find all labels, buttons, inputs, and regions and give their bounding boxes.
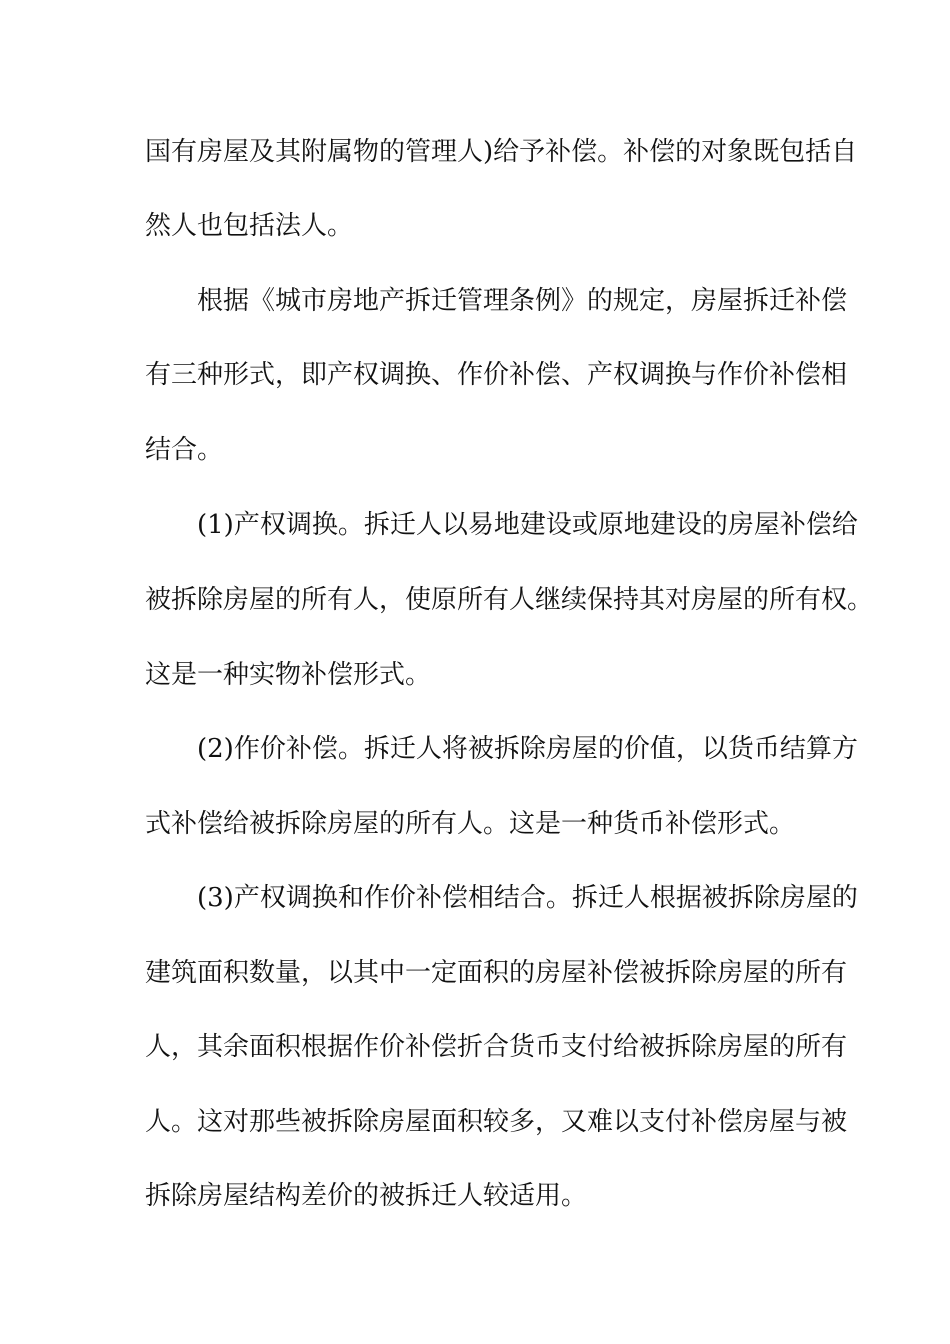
text-line: 被拆除房屋的所有人，使原所有人继续保持其对房屋的所有权。 <box>145 585 874 615</box>
text-line: 有三种形式，即产权调换、作价补偿、产权调换与作价补偿相 <box>145 360 848 390</box>
text-line: 式补偿给被拆除房屋的所有人。这是一种货币补偿形式。 <box>145 809 796 839</box>
text-line: 这是一种实物补偿形式。 <box>145 660 432 690</box>
paragraph-start-line: 根据《城市房地产拆迁管理条例》的规定，房屋拆迁补偿 <box>197 286 848 316</box>
text-line: 国有房屋及其附属物的管理人)给予补偿。补偿的对象既包括自 <box>145 137 858 167</box>
text-line: 然人也包括法人。 <box>145 211 354 241</box>
paragraph-start-line: (2)作价补偿。拆迁人将被拆除房屋的价值，以货币结算方 <box>197 734 858 764</box>
text-line: 建筑面积数量，以其中一定面积的房屋补偿被拆除房屋的所有 <box>145 958 848 988</box>
text-line: 拆除房屋结构差价的被拆迁人较适用。 <box>145 1181 588 1211</box>
text-line: 结合。 <box>145 435 224 465</box>
paragraph-start-line: (3)产权调换和作价补偿相结合。拆迁人根据被拆除房屋的 <box>197 883 858 913</box>
text-line: 人，其余面积根据作价补偿折合货币支付给被拆除房屋的所有 <box>145 1032 848 1062</box>
paragraph-start-line: (1)产权调换。拆迁人以易地建设或原地建设的房屋补偿给 <box>197 510 858 540</box>
text-line: 人。这对那些被拆除房屋面积较多，又难以支付补偿房屋与被 <box>145 1107 848 1137</box>
